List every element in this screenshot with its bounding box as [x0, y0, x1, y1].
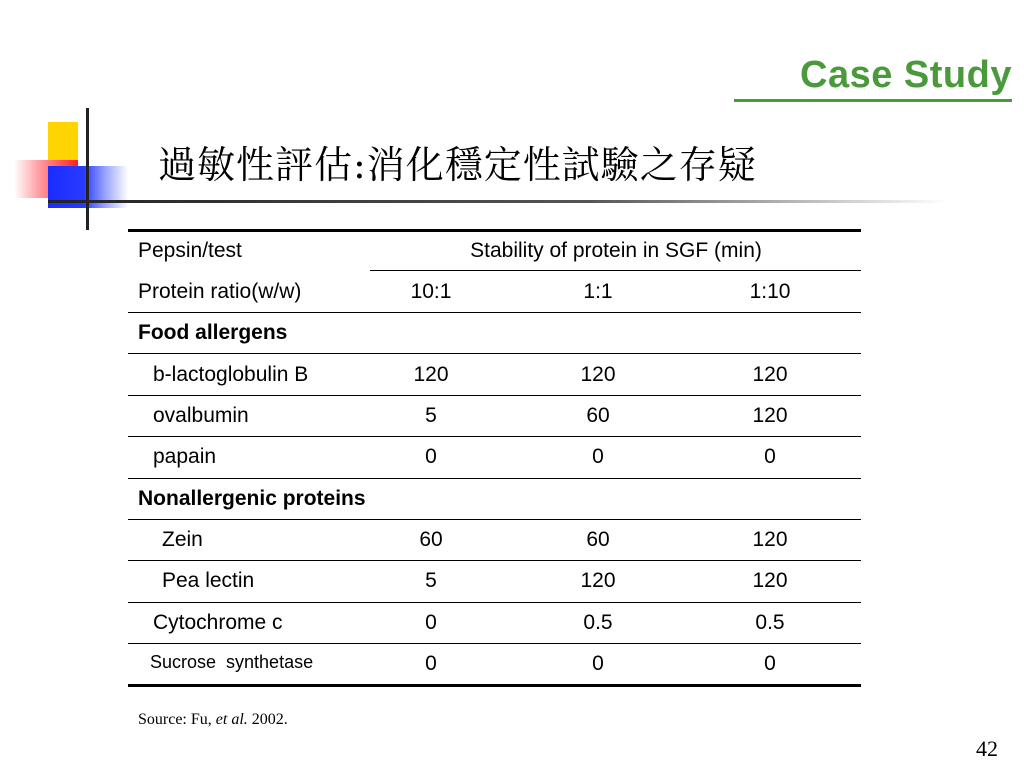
- row-rule: [128, 478, 861, 479]
- row-rule: [128, 353, 861, 354]
- table-top-rule: [128, 229, 861, 232]
- header-span-rule: [370, 270, 861, 271]
- row-rule: [128, 312, 861, 313]
- table-cell: 120: [752, 569, 788, 592]
- table-cell: 0: [425, 652, 437, 675]
- case-study-underline: [734, 99, 1012, 102]
- row-rule: [128, 560, 861, 561]
- row-rule: [128, 395, 861, 396]
- section-nonallergenic: Nonallergenic proteins: [138, 487, 366, 510]
- header-protein-ratio: Protein ratio(w/w): [138, 280, 302, 303]
- table-cell: 0: [764, 445, 776, 468]
- table-cell: 120: [752, 528, 788, 551]
- row-name: papain: [153, 445, 217, 468]
- table-cell: 60: [586, 404, 610, 427]
- header-col-3: 1:10: [749, 280, 791, 303]
- table-cell: 60: [586, 528, 610, 551]
- section-food-allergens: Food allergens: [138, 321, 288, 344]
- row-name: Zein: [162, 528, 203, 551]
- header-col-2: 1:1: [583, 280, 613, 303]
- row-name: Sucrose synthetase: [150, 652, 314, 672]
- header-stability: Stability of protein in SGF (min): [470, 239, 762, 262]
- source-citation: [138, 711, 288, 729]
- header-col-1: 10:1: [410, 280, 452, 303]
- table-cell: 5: [425, 404, 437, 427]
- table-cell: 0: [425, 445, 437, 468]
- header-pepsin-test: Pepsin/test: [138, 239, 242, 262]
- row-name: b-lactoglobulin B: [153, 363, 309, 386]
- table-cell: 0: [592, 652, 604, 675]
- decor-vertical-line: [86, 108, 89, 230]
- source-year: 2002.: [247, 711, 288, 728]
- row-name: Cytochrome c: [153, 611, 283, 634]
- row-rule: [128, 519, 861, 520]
- row-name: ovalbumin: [153, 404, 249, 427]
- table-cell: 120: [413, 363, 449, 386]
- table-cell: 0.5: [755, 611, 785, 634]
- source-etal: et al.: [215, 711, 248, 728]
- table-cell: 0.5: [583, 611, 613, 634]
- source-prefix: Source: Fu,: [138, 711, 216, 728]
- table-cell: 120: [752, 363, 788, 386]
- row-rule: [128, 602, 861, 603]
- title-divider-line: [48, 200, 948, 203]
- table-cell: 120: [580, 569, 616, 592]
- row-rule: [128, 436, 861, 437]
- case-study-label: Case Study: [800, 54, 1012, 96]
- row-rule: [128, 643, 861, 644]
- table-cell: 0: [592, 445, 604, 468]
- table-cell: 60: [419, 528, 443, 551]
- table-cell: 5: [425, 569, 437, 592]
- row-name: Pea lectin: [162, 569, 255, 592]
- table-bottom-rule: [128, 684, 861, 687]
- slide-title: 過敏性評估:消化穩定性試驗之存疑: [158, 143, 757, 187]
- page-number: 42: [976, 736, 998, 761]
- table-cell: 120: [580, 363, 616, 386]
- table-cell: 120: [752, 404, 788, 427]
- table-cell: 0: [425, 611, 437, 634]
- table-cell: 0: [764, 652, 776, 675]
